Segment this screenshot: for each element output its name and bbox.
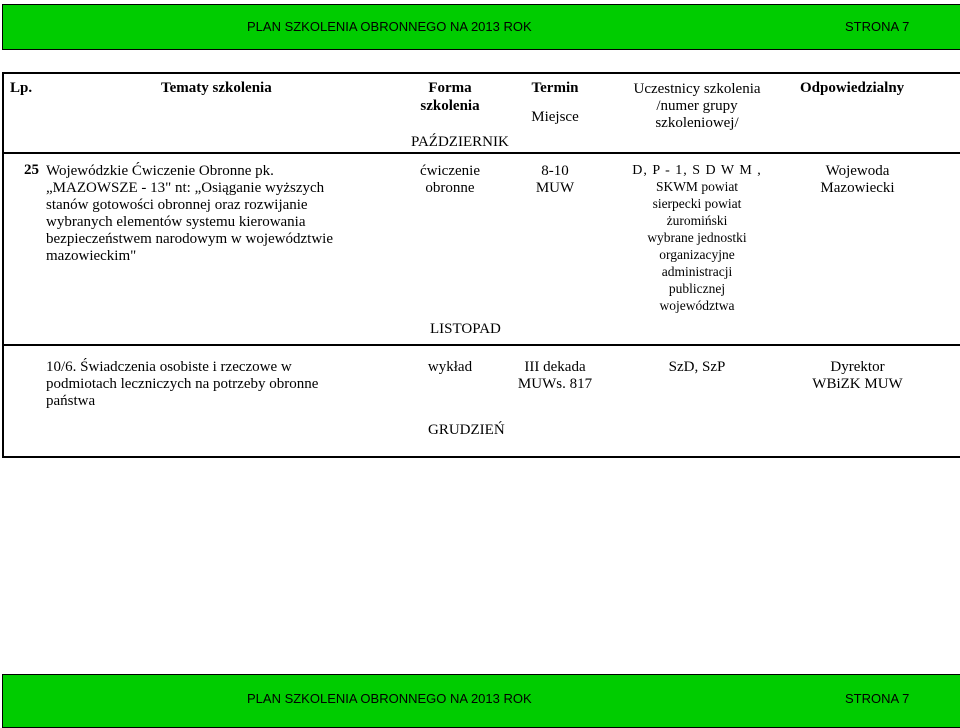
header-forma-line2: szkolenia	[420, 98, 480, 114]
row-uczestnicy: D, P - 1, S D W M ,	[632, 163, 762, 178]
header-uczestnicy-line3: szkoleniowej/	[655, 115, 739, 131]
row-uczestnicy: województwa	[659, 298, 735, 313]
row-miejsce: MUWs. 817	[517, 376, 593, 392]
header-topics: Tematy szkolenia	[161, 80, 272, 96]
row-lp: 25	[24, 162, 39, 178]
row-topic-line: wybranych elementów systemu kierowania	[46, 214, 306, 230]
banner-page-number: STRONA 7	[845, 19, 910, 34]
header-miejsce: Miejsce	[531, 109, 579, 125]
row-uczestnicy: publicznej	[668, 281, 726, 296]
header-odpowiedzialny: Odpowiedzialny	[800, 80, 905, 96]
row-topic-line: państwa	[46, 393, 96, 409]
header-divider	[2, 152, 960, 154]
row-topic-line: stanów gotowości obronnej oraz rozwijanie	[46, 197, 308, 213]
banner-title: PLAN SZKOLENIA OBRONNEGO NA 2013 ROK	[247, 19, 532, 34]
row-odpowiedzialny: WBiZK MUW	[812, 376, 903, 392]
row-forma: wykład	[427, 359, 473, 375]
month-label: GRUDZIEŃ	[428, 422, 505, 438]
row-termin: III dekada	[524, 359, 586, 375]
header-termin: Termin	[531, 80, 579, 96]
row-uczestnicy: żuromiński	[666, 213, 728, 228]
header-uczestnicy-line2: /numer grupy	[656, 98, 738, 114]
row-topic-line: mazowieckim"	[46, 248, 137, 264]
header-uczestnicy: Uczestnicy szkolenia	[633, 81, 761, 97]
banner-page-number: STRONA 7	[845, 691, 910, 706]
footer-banner	[2, 674, 960, 728]
row-topic-line: Wojewódzkie Ćwiczenie Obronne pk.	[46, 163, 274, 179]
training-plan-table	[2, 72, 960, 458]
row-forma: obronne	[425, 180, 475, 196]
row-miejsce: MUW	[535, 180, 575, 196]
row-topic-line: „MAZOWSZE - 13" nt: „Osiąganie wyższych	[46, 180, 325, 196]
row-topic-line: bezpieczeństwem narodowym w województwie	[46, 231, 333, 247]
row-uczestnicy: administracji	[661, 264, 733, 279]
section-divider	[2, 344, 960, 346]
row-odpowiedzialny: Mazowiecki	[820, 180, 895, 196]
row-uczestnicy: organizacyjne	[659, 247, 735, 262]
row-odpowiedzialny: Dyrektor	[830, 359, 885, 375]
month-label: PAŹDZIERNIK	[411, 134, 509, 150]
banner-title: PLAN SZKOLENIA OBRONNEGO NA 2013 ROK	[247, 691, 532, 706]
row-uczestnicy: sierpecki powiat	[652, 196, 742, 211]
row-termin: 8-10	[541, 163, 569, 179]
row-topic-line: podmiotach leczniczych na potrzeby obronne	[46, 376, 319, 392]
row-uczestnicy: SKWM powiat	[655, 179, 739, 194]
month-label: LISTOPAD	[430, 321, 501, 337]
row-uczestnicy: wybrane jednostki	[647, 230, 747, 245]
row-topic-line: 10/6. Świadczenia osobiste i rzeczowe w	[46, 359, 292, 375]
row-uczestnicy: SzD, SzP	[668, 359, 726, 375]
header-forma: Forma	[428, 80, 472, 96]
header-banner	[2, 4, 960, 50]
row-forma: ćwiczenie	[420, 163, 480, 179]
header-lp: Lp.	[10, 80, 33, 96]
row-odpowiedzialny: Wojewoda	[825, 163, 890, 179]
